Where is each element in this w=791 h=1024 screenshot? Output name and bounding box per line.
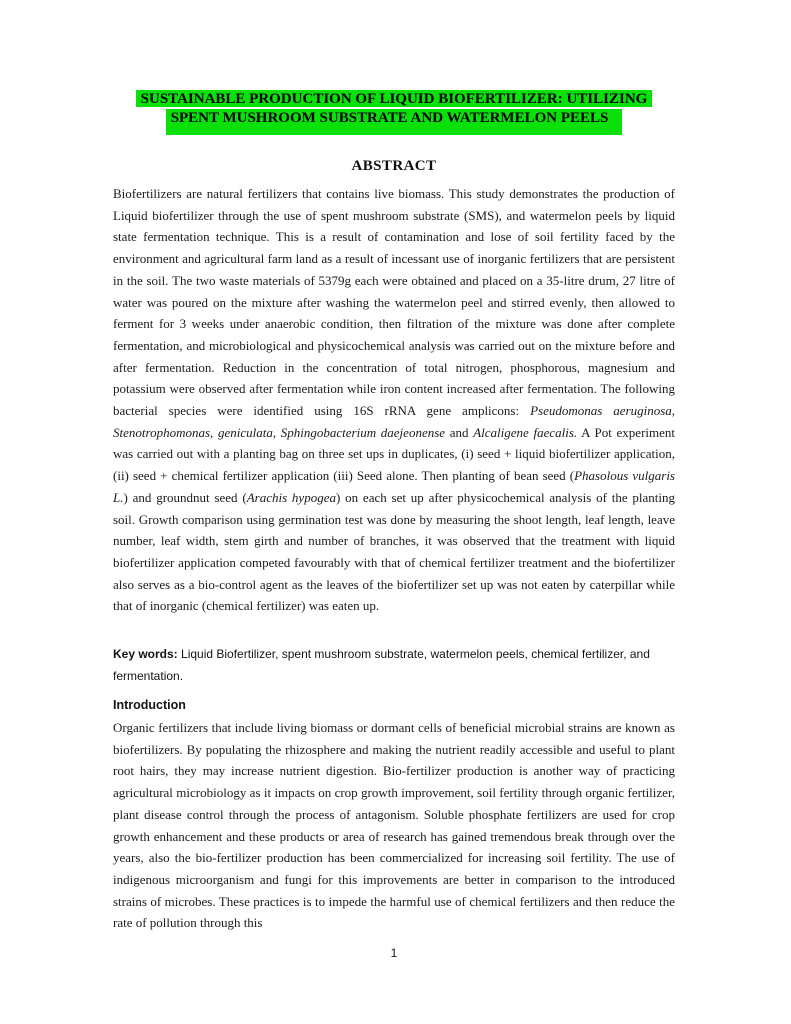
paper-title xyxy=(113,90,675,128)
keywords-text: Liquid Biofertilizer, spent mushroom substrate, watermelon peels, chemical fertilizer, and fermentation. xyxy=(113,647,650,684)
title-line-1: SUSTAINABLE PRODUCTION OF LIQUID BIOFERTILIZER: UTILIZING xyxy=(136,90,653,107)
abstract-heading: ABSTRACT xyxy=(351,158,437,174)
introduction-heading: Introduction xyxy=(113,698,186,713)
page-number: 1 xyxy=(390,946,398,961)
keywords-block xyxy=(113,643,675,687)
title-line-2: SPENT MUSHROOM SUBSTRATE AND WATERMELON PEELS xyxy=(166,109,623,135)
introduction-paragraph: Organic fertilizers that include living biomass or dormant cells of beneficial microbial strains are known as biofertilizers. By populating the rhizosphere and making the nutrient readily accessible and useful to plant root hairs, they may increase nutrient digestion. Bio-fertilizer production is another way of practicing agricultural microbiology as it impacts on crop growth improvement, soil fertility through organic fertilizer, plant disease control through the process of antagonism. Soluble phosphate fertilizers are used for crop growth enhancement and these products or area of research has gained tremendous break through over the years, also the bio-fertilizer production has been commercialized for increasing soil fertility. The use of indigenous microorganism and fungi for this improvements are better in comparison to the introduced strains of microbes. These practices is to impede the harmful use of chemical fertilizers and then reduce the rate of pollution through this xyxy=(113,720,675,931)
keywords-label: Key words: xyxy=(113,647,178,662)
page-content xyxy=(113,0,675,960)
abstract-paragraph: Biofertilizers are natural fertilizers that contains live biomass. This study demonstrates the production of Liquid biofertilizer through the use of spent mushroom substrate (SMS), and watermelon peels by liquid state fermentation technique. This is a result of contamination and lose of soil fertility faced by the environment and agricultural farm land as a result of incessant use of inorganic fertilizers that are persistent in the soil. The two waste materials of 5379g each were obtained and placed on a 35-litre drum, 27 litre of water was poured on the mixture after washing the watermelon peel and stirred evenly, then allowed to ferment for 3 weeks under anaerobic condition, then filtration of the mixture was done after complete fermentation, and microbiological and physicochemical analysis was carried out on the mixture before and after fermentation. Reduction in the concentration of total nitrogen, phosphorous, magnesium and potassium were observed after fermentation while iron content increased after fermentation. The following bacterial species were identified using 16S rRNA gene amplicons: Pseudomonas aeruginosa, Stenotrophomonas, geniculata, Sphingobacterium daejeonense and Alcaligene faecalis. A Pot experiment was carried out with a planting bag on three set ups in duplicates, (i) seed + liquid biofertilizer application, (ii) seed + chemical fertilizer application (iii) Seed alone. Then planting of bean seed (Phasolous vulgaris L.) and groundnut seed (Arachis hypogea) on each set up after physicochemical analysis of the planting soil. Growth comparison using germination test was done by measuring the shoot length, leaf length, leave number, leaf width, stem girth and number of branches, it was observed that the treatment with liquid biofertilizer application competed favourably with that of chemical fertilizer treatment and the biofertilizer also serves as a bio-control agent as the leaves of the biofertilizer set up was not eaten by caterpillar while that of inorganic (chemical fertilizer) was eaten up. xyxy=(113,186,676,614)
